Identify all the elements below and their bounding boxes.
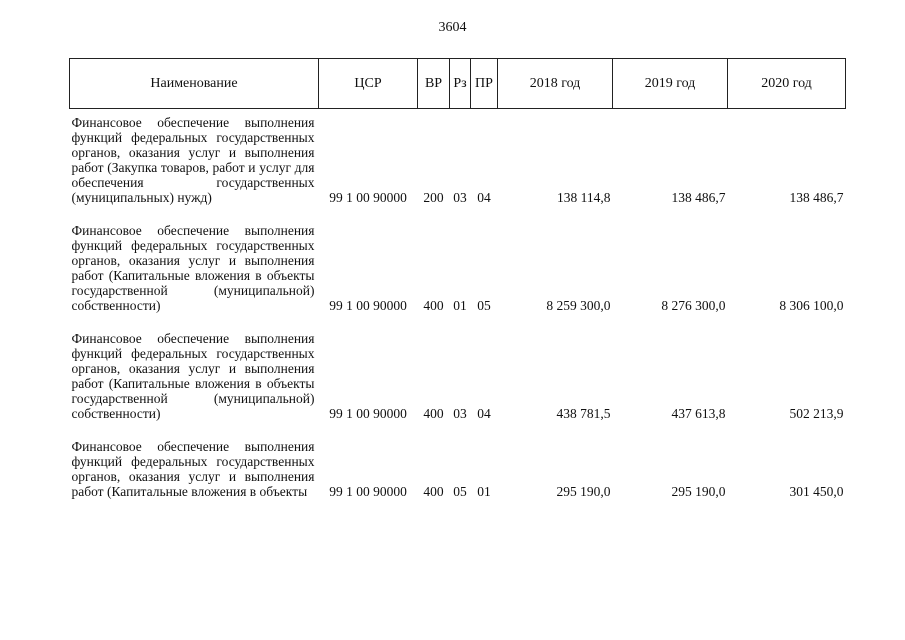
table-row [70, 109, 846, 206]
table-row [70, 439, 846, 499]
row-2018: 8 259 300,0 [546, 298, 611, 313]
row-2018: 138 114,8 [557, 190, 611, 205]
header-name: Наименование [70, 59, 319, 109]
row-vr: 400 [423, 298, 444, 313]
row-rz: 03 [453, 406, 467, 421]
row-spacer [70, 205, 846, 223]
page-number: 3604 [438, 20, 467, 35]
table-header-row [70, 59, 846, 109]
row-vr: 400 [423, 484, 444, 499]
header-2020: 2020 год [728, 59, 846, 109]
header-csr: ЦСР [319, 59, 418, 109]
header-vr: ВР [418, 59, 450, 109]
row-2020: 301 450,0 [789, 484, 844, 499]
row-2019: 295 190,0 [671, 484, 726, 499]
row-2020: 138 486,7 [789, 190, 844, 205]
row-name: Финансовое обеспечение выполнения функций федеральных государственных органов, оказания услуг и выполнения работ (Закупка товаров, работ и услуг для обеспечения государственных (муниципальных) нужд) [71, 115, 315, 205]
row-vr: 400 [423, 406, 444, 421]
row-2020: 8 306 100,0 [779, 298, 844, 313]
row-spacer [70, 313, 846, 331]
row-csr: 99 1 00 90000 [329, 484, 407, 499]
row-spacer [70, 421, 846, 439]
row-2019: 437 613,8 [671, 406, 726, 421]
row-2018: 438 781,5 [556, 406, 611, 421]
row-csr: 99 1 00 90000 [329, 298, 407, 313]
row-csr: 99 1 00 90000 [329, 406, 407, 421]
row-vr: 200 [423, 190, 444, 205]
header-2018: 2018 год [498, 59, 613, 109]
row-pr: 05 [477, 298, 491, 313]
row-pr: 01 [477, 484, 491, 499]
table-row [70, 223, 846, 313]
row-name: Финансовое обеспечение выполнения функций федеральных государственных органов, оказания услуг и выполнения работ (Капитальные вложения в объекты [71, 439, 315, 499]
row-name: Финансовое обеспечение выполнения функций федеральных государственных органов, оказания услуг и выполнения работ (Капитальные вложения в объекты государственной (муниципальной) собственности) [71, 331, 315, 421]
row-pr: 04 [477, 406, 491, 421]
row-2019: 138 486,7 [671, 190, 726, 205]
table-row [70, 331, 846, 421]
budget-table [69, 58, 846, 499]
row-rz: 03 [453, 190, 467, 205]
row-2020: 502 213,9 [789, 406, 844, 421]
row-rz: 01 [453, 298, 467, 313]
row-2018: 295 190,0 [556, 484, 611, 499]
header-2019: 2019 год [613, 59, 728, 109]
row-csr: 99 1 00 90000 [329, 190, 407, 205]
header-rz: Рз [450, 59, 471, 109]
row-rz: 05 [453, 484, 467, 499]
row-2019: 8 276 300,0 [661, 298, 726, 313]
row-pr: 04 [477, 190, 491, 205]
row-name: Финансовое обеспечение выполнения функций федеральных государственных органов, оказания услуг и выполнения работ (Капитальные вложения в объекты государственной (муниципальной) собственности) [71, 223, 315, 313]
header-pr: ПР [471, 59, 498, 109]
